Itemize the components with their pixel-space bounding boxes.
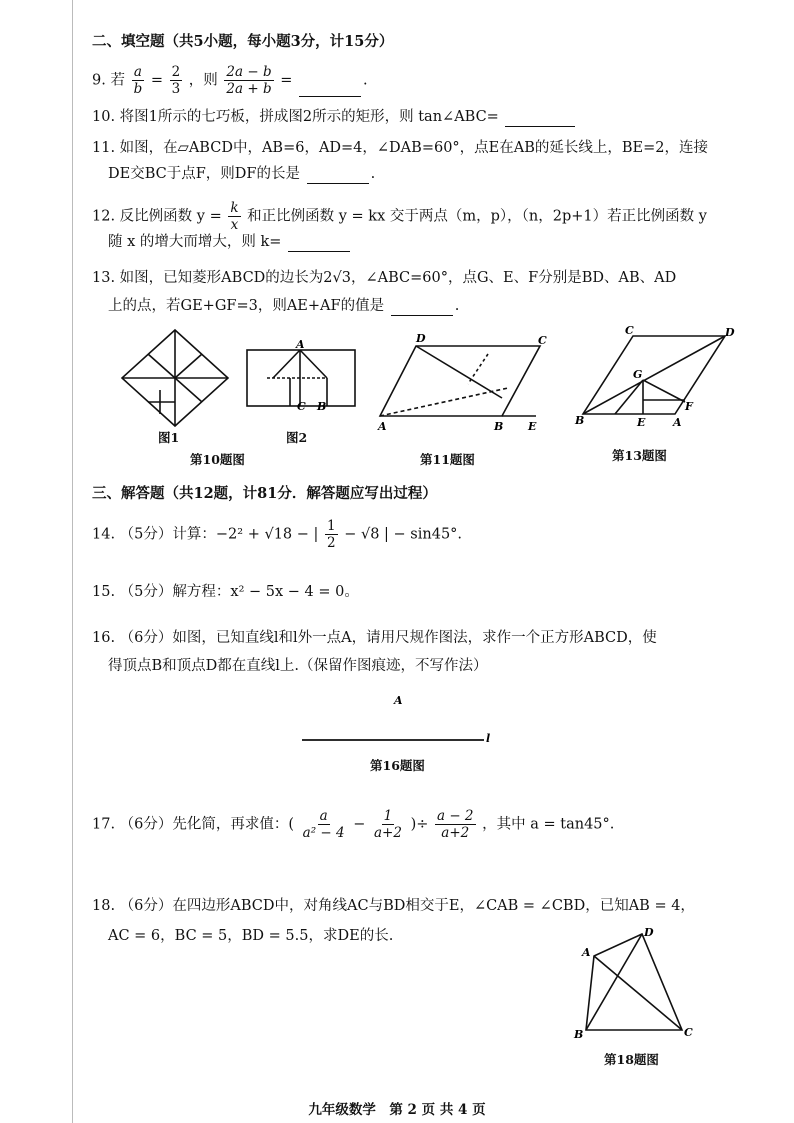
- fig18-caption: 第18题图: [604, 1052, 659, 1067]
- fig13-point-f: F: [685, 400, 693, 413]
- q9-fraction-a-b: $\frac{a}{b}$: [133, 64, 143, 97]
- q13-answer-blank[interactable]: [391, 301, 453, 316]
- q12-number: 12.: [92, 208, 116, 225]
- q9-fraction-expression: $\frac{2a - b}{2a + b}$: [226, 64, 272, 97]
- q14-number: 14.: [92, 526, 116, 543]
- binding-margin-line: [72, 0, 73, 1123]
- question-10: [92, 107, 577, 127]
- q17-divide: )÷: [410, 816, 429, 833]
- q17-minus: −: [353, 816, 366, 833]
- question-18-line2: [108, 926, 393, 946]
- fig16-caption: 第16题图: [370, 758, 425, 773]
- question-15: [92, 582, 359, 602]
- q17-fraction-3: $\frac{a - 2}{a+2}$: [436, 808, 474, 841]
- fig16-point-a: A: [394, 694, 403, 707]
- q18-text-line1: （6分）在四边形ABCD中，对角线AC与BD相交于E，∠CAB = ∠CBD，已知AB = 4，: [119, 898, 695, 914]
- fig11-dashed-line: [468, 354, 488, 384]
- fig11-point-d: D: [416, 332, 426, 345]
- fig2-point-b: B: [317, 400, 327, 413]
- section2-heading: 二、填空题（共5小题，每小题3分，计15分）: [92, 33, 394, 50]
- q17-fraction-2: $\frac{1}{a+2}$: [374, 808, 402, 841]
- fig2-point-a: A: [296, 338, 305, 351]
- q9-answer-blank[interactable]: [299, 82, 361, 97]
- fig2-segment: [300, 350, 327, 378]
- question-16-line1: [92, 628, 657, 648]
- fig1-segment: [148, 354, 175, 378]
- figure-10-tangram-square: [120, 328, 230, 428]
- q12-fraction-k-x: $\frac{k}{x}$: [230, 200, 239, 233]
- figure-18-quadrilateral: [574, 926, 698, 1046]
- fig18-diagonal-bd: [586, 934, 642, 1030]
- q9-prefix: 若: [110, 72, 125, 89]
- fig11-point-c: C: [538, 334, 547, 347]
- q13-number: 13.: [92, 270, 116, 286]
- fig13-point-a: A: [673, 416, 682, 429]
- fig11-point-e: E: [528, 420, 537, 433]
- fig11-point-b: B: [494, 420, 504, 433]
- fig11-dashed-line: [380, 388, 508, 416]
- q13-period: .: [454, 298, 460, 314]
- q14-post: − √8 | − sin45°.: [344, 526, 463, 543]
- fig13-diagonal-bd: [583, 336, 725, 414]
- q15-number: 15.: [92, 584, 116, 600]
- fig2-point-c: C: [297, 400, 306, 413]
- fig11-point-a: A: [378, 420, 387, 433]
- fig11-segment-de: [416, 346, 502, 398]
- q9-then: ，则: [188, 72, 218, 89]
- question-9: [92, 64, 368, 97]
- fig13-segment: [615, 380, 643, 414]
- fig13-segment-gf: [643, 380, 685, 402]
- q9-equals: =: [150, 72, 163, 89]
- fig13-point-c: C: [625, 324, 634, 337]
- q17-pre: （6分）先化简，再求值：(: [119, 816, 295, 833]
- fig18-point-c: C: [684, 1026, 693, 1039]
- fig13-point-g: G: [633, 368, 643, 381]
- q14-fraction-half: $\frac{1}{2}$: [327, 518, 336, 551]
- page-footer: 九年级数学 第 2 页 共 4 页: [308, 1102, 486, 1118]
- section3-heading: 三、解答题（共12题，计81分．解答题应写出过程）: [92, 485, 437, 502]
- q14-pre: （5分）计算：−2² + √18 − |: [119, 526, 319, 543]
- fig1-segment: [175, 378, 202, 402]
- fig13-caption: 第13题图: [612, 448, 667, 463]
- q10-text: 将图1所示的七巧板，拼成图2所示的矩形，则 tan∠ABC=: [119, 109, 499, 125]
- q9-fraction-2-3: $\frac{2}{3}$: [171, 64, 181, 97]
- fig13-point-d: D: [725, 326, 735, 339]
- question-11-line2: [108, 164, 375, 184]
- q18-number: 18.: [92, 898, 116, 914]
- figure-10-tangram-rectangle: [245, 340, 357, 412]
- fig10-caption: 第10题图: [190, 452, 245, 467]
- fig2-segment: [273, 350, 300, 378]
- question-18-line1: [92, 896, 695, 916]
- q9-period: .: [362, 72, 368, 89]
- fig11-parallelogram: [380, 346, 540, 416]
- fig2-label: 图2: [286, 430, 308, 445]
- q12-post: 和正比例函数 y = kx 交于两点（m，p），（n，2p+1）若正比例函数 y: [247, 208, 707, 225]
- q16-text-line2: 得顶点B和顶点D都在直线l上.（保留作图痕迹，不写作法）: [108, 658, 488, 674]
- question-13-line1: [92, 268, 676, 288]
- q11-text-line2: DE交BC于点F，则DF的长是: [108, 166, 300, 182]
- q10-answer-blank[interactable]: [505, 112, 575, 127]
- q15-text: （5分）解方程：x² − 5x − 4 = 0。: [119, 584, 359, 600]
- fig18-point-a: A: [582, 946, 591, 959]
- fig2-rectangle: [247, 350, 355, 406]
- fig11-caption: 第11题图: [420, 452, 475, 467]
- q12-pre: 反比例函数 y =: [119, 208, 222, 225]
- question-12-line1: [92, 200, 707, 233]
- figure-11-parallelogram: [378, 334, 548, 434]
- q13-text-line1: 如图，已知菱形ABCD的边长为2√3，∠ABC=60°，点G、E、F分别是BD、AB、AD: [119, 270, 677, 286]
- q12-text-line2: 随 x 的增大而增大，则 k=: [108, 234, 282, 250]
- q11-period: .: [370, 166, 376, 182]
- q9-number: 9.: [92, 72, 106, 89]
- q9-equals-2: =: [280, 72, 293, 89]
- q17-number: 17.: [92, 816, 116, 833]
- q13-text-line2: 上的点，若GE+GF=3，则AE+AF的值是: [108, 298, 385, 314]
- figure-16-line-and-point: [300, 690, 500, 750]
- question-14: [92, 518, 462, 551]
- fig1-segment: [175, 354, 202, 378]
- q18-text-line2: AC = 6，BC = 5，BD = 5.5，求DE的长.: [108, 928, 394, 944]
- question-12-line2: [108, 232, 352, 252]
- q16-text-line1: （6分）如图，已知直线l和l外一点A，请用尺规作图法，求作一个正方形ABCD，使: [119, 630, 657, 646]
- q17-fraction-1: $\frac{a}{\text{a² − 4}}$: [302, 808, 345, 841]
- figure-13-rhombus: [575, 324, 735, 434]
- fig18-point-d: D: [644, 926, 654, 939]
- q12-answer-blank[interactable]: [288, 237, 350, 252]
- fig13-point-b: B: [575, 414, 585, 427]
- question-17: [92, 808, 614, 841]
- q11-answer-blank[interactable]: [307, 169, 369, 184]
- q11-text-line1: 如图，在▱ABCD中，AB=6，AD=4，∠DAB=60°，点E在AB的延长线上，BE=2，连接: [119, 140, 708, 156]
- q16-number: 16.: [92, 630, 116, 646]
- question-11-line1: [92, 138, 708, 158]
- fig13-point-e: E: [637, 416, 646, 429]
- question-16-line2: [108, 656, 488, 676]
- fig16-label-l: l: [486, 732, 491, 745]
- question-13-line2: [108, 296, 459, 316]
- q11-number: 11.: [92, 140, 116, 156]
- q17-post: ，其中 a = tan45°.: [482, 816, 615, 833]
- fig1-label: 图1: [158, 430, 180, 445]
- q10-number: 10.: [92, 109, 116, 125]
- fig18-point-b: B: [574, 1028, 584, 1041]
